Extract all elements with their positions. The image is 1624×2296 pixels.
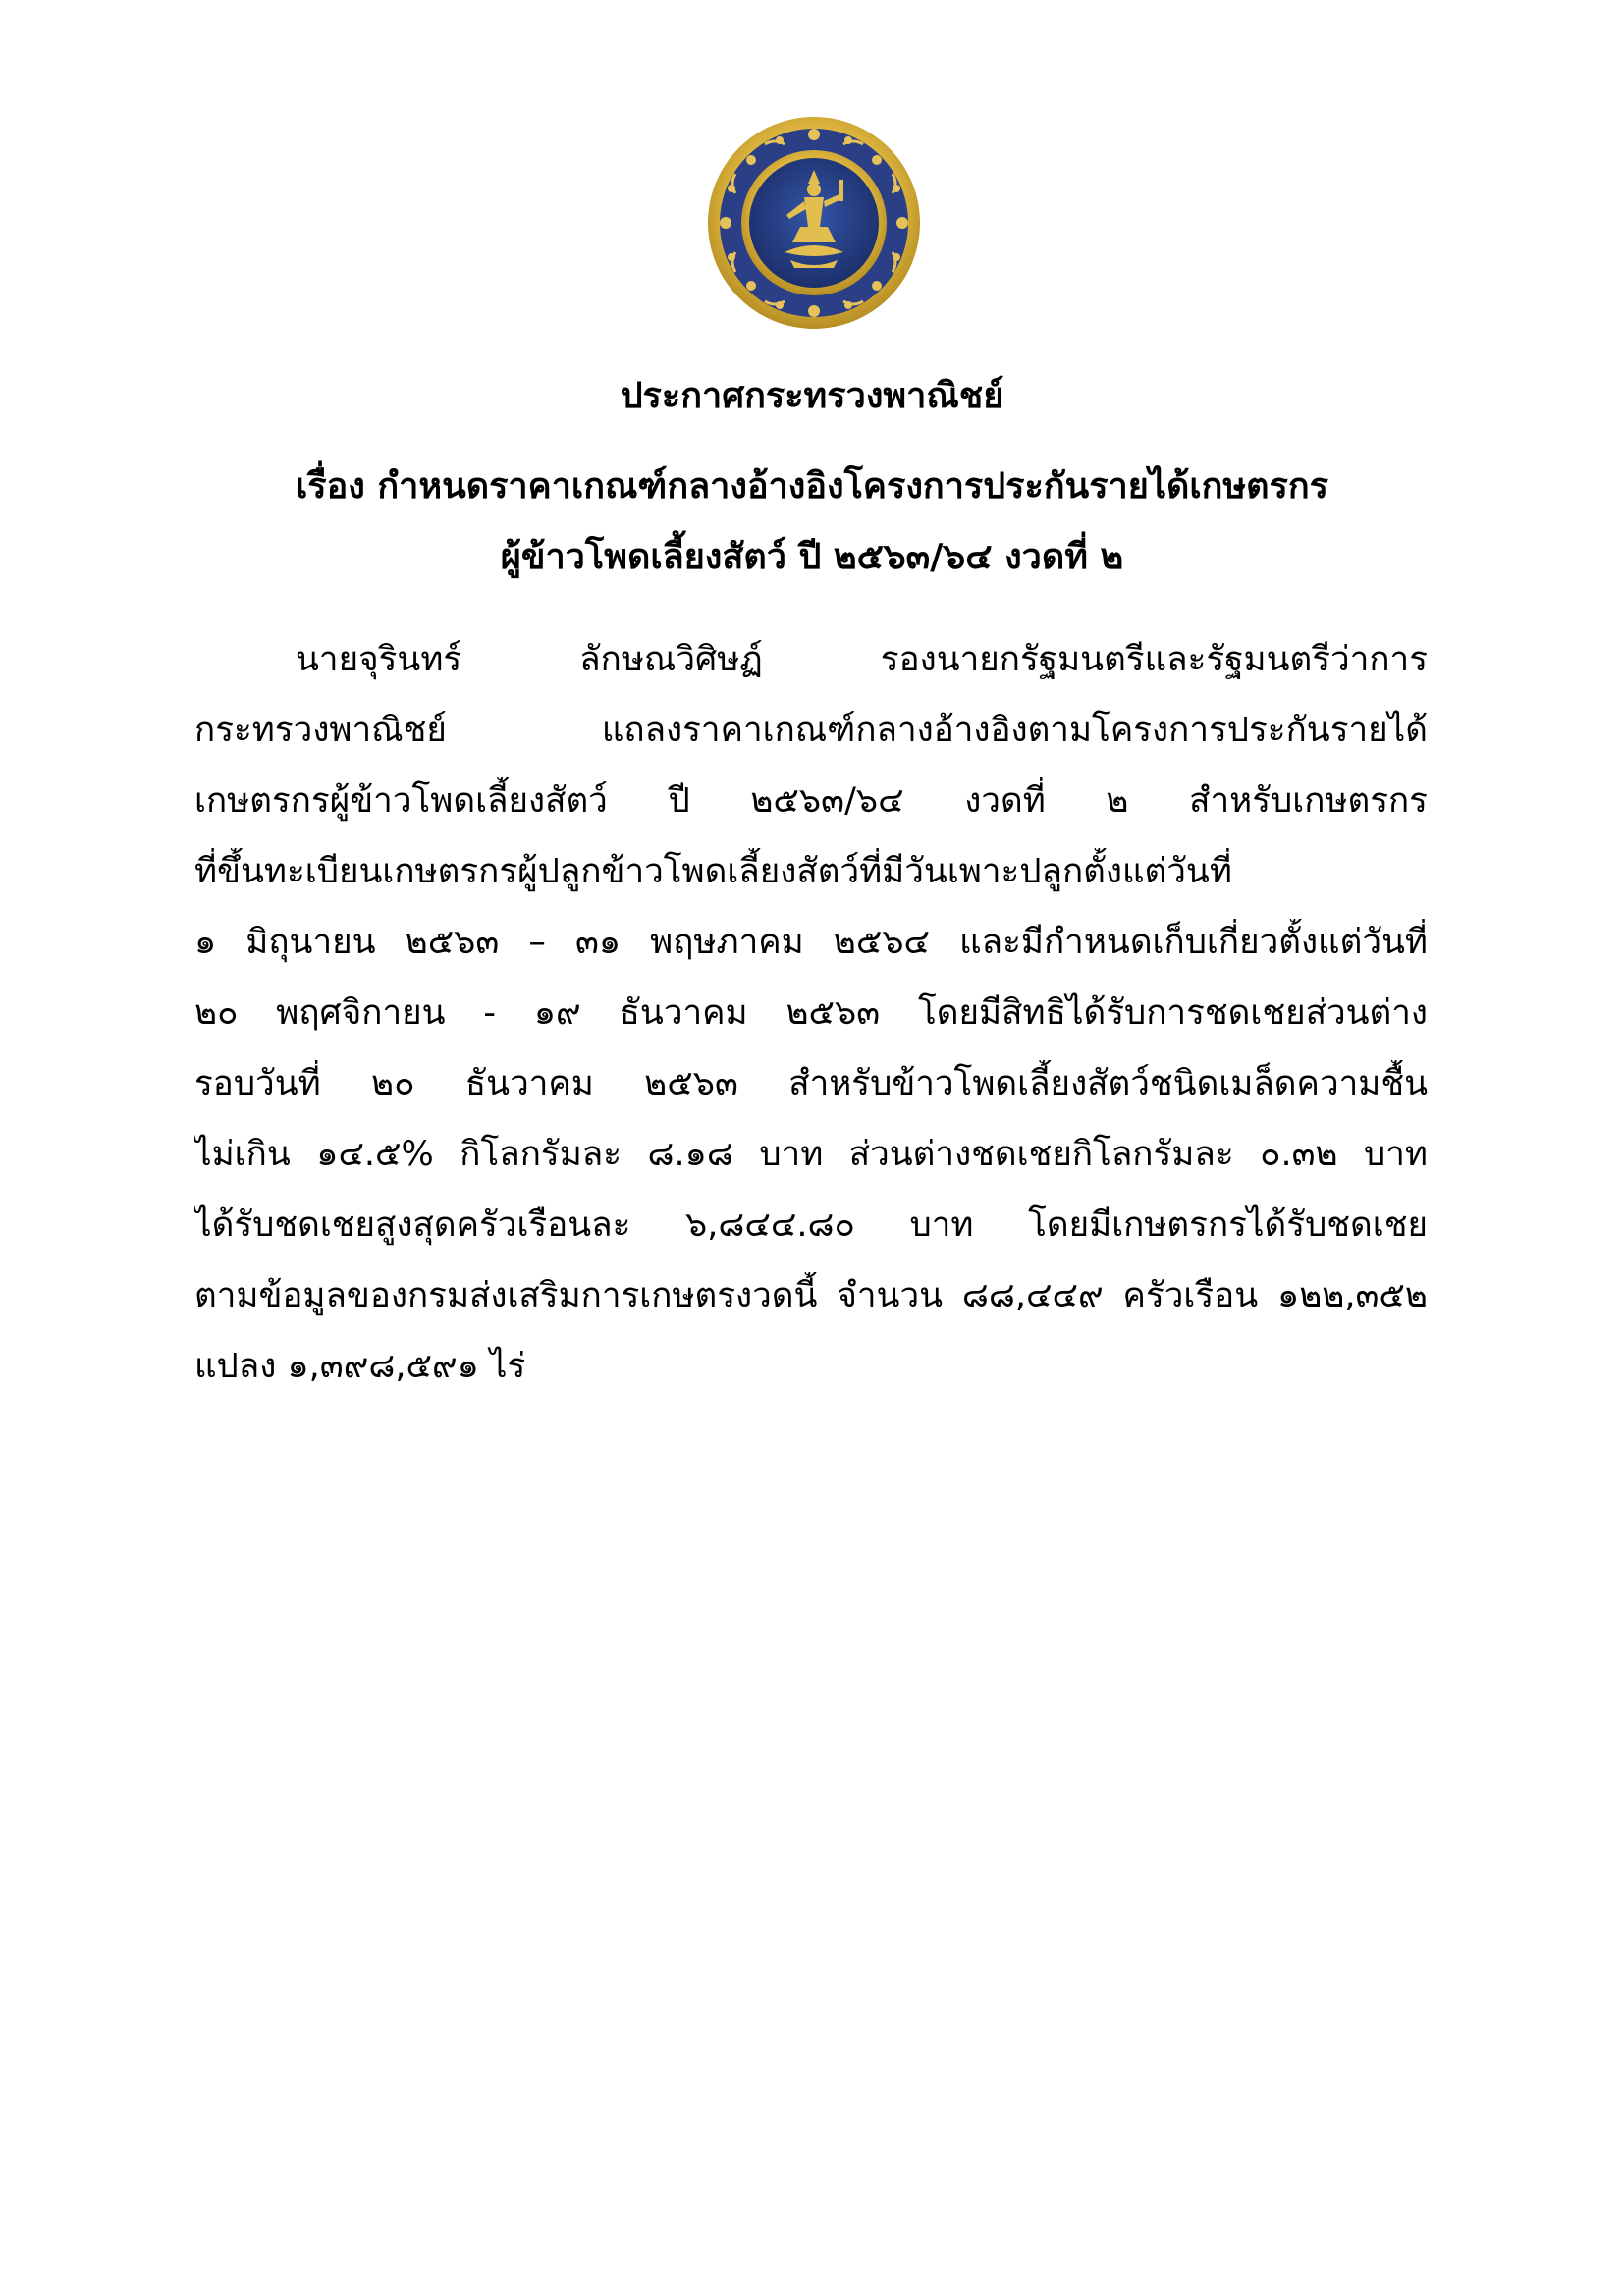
body-line: กระทรวงพาณิชย์ แถลงราคาเกณฑ์กลางอ้างอิงตามโครงการประกันรายได้ xyxy=(194,711,1428,750)
body-line: ๑ มิถุนายน ๒๕๖๓ – ๓๑ พฤษภาคม ๒๕๖๔ และมีกำหนดเก็บเกี่ยวตั้งแต่วันที่ xyxy=(194,923,1428,962)
body-line: นายจุรินทร์ ลักษณวิศิษฏ์ รองนายกรัฐมนตรีและรัฐมนตรีว่าการ xyxy=(296,640,1428,679)
body-line: เกษตรกรผู้ข้าวโพดเลี้ยงสัตว์ ปี ๒๕๖๓/๖๔ งวดที่ ๒ สำหรับเกษตรกร xyxy=(194,781,1428,821)
body-line: ไม่เกิน ๑๔.๕% กิโลกรัมละ ๘.๑๘ บาท ส่วนต่างชดเชยกิโลกรัมละ ๐.๓๒ บาท xyxy=(194,1135,1428,1174)
body-line: แปลง ๑,๓๙๘,๕๙๑ ไร่ xyxy=(194,1347,526,1386)
body-line: ๒๐ พฤศจิกายน - ๑๙ ธันวาคม ๒๕๖๓ โดยมีสิทธิได้รับการชดเชยส่วนต่าง xyxy=(194,993,1428,1033)
ministry-of-commerce-seal-icon xyxy=(706,115,922,331)
announcement-subject-line-2: ผู้ข้าวโพดเลี้ยงสัตว์ ปี ๒๕๖๓/๖๔ งวดที่ ๒ xyxy=(500,537,1124,577)
body-line: ตามข้อมูลของกรมส่งเสริมการเกษตรงวดนี้ จำนวน ๘๘,๔๔๙ ครัวเรือน ๑๒๒,๓๕๒ xyxy=(194,1276,1428,1315)
announcement-subject-line-1: เรื่อง กำหนดราคาเกณฑ์กลางอ้างอิงโครงการประกันรายได้เกษตรกร xyxy=(295,466,1328,507)
body-line: ได้รับชดเชยสูงสุดครัวเรือนละ ๖,๘๔๔.๘๐ บาท โดยมีเกษตรกรได้รับชดเชย xyxy=(194,1205,1428,1245)
body-line: ที่ขึ้นทะเบียนเกษตรกรผู้ปลูกข้าวโพดเลี้ยงสัตว์ที่มีวันเพาะปลูกตั้งแต่วันที่ xyxy=(194,852,1232,891)
announcement-organization: ประกาศกระทรวงพาณิชย์ xyxy=(620,376,1004,416)
body-line: รอบวันที่ ๒๐ ธันวาคม ๒๕๖๓ สำหรับข้าวโพดเลี้ยงสัตว์ชนิดเมล็ดความชื้น xyxy=(194,1064,1428,1103)
